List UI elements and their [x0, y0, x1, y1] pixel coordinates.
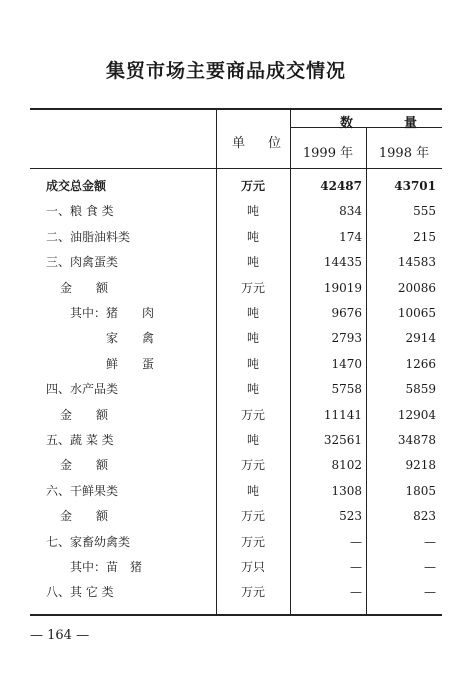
row-value-1998: 1805 [405, 483, 436, 498]
page-number: — 164 — [30, 628, 90, 643]
row-value-1999: 32561 [323, 433, 362, 447]
row-label: 四、水产品类 [46, 382, 119, 397]
row-label: 鲜 蛋 [106, 356, 155, 371]
row-label: 金 额 [60, 280, 109, 295]
row-value-1999: — [350, 585, 362, 600]
row-label: 金 额 [60, 407, 109, 422]
row-unit: 吨 [246, 229, 259, 244]
row-unit: 吨 [246, 255, 259, 270]
row-unit: 吨 [246, 306, 259, 320]
table-row [30, 352, 442, 377]
row-value-1999: 174 [339, 229, 362, 244]
row-label: 金 额 [60, 509, 109, 524]
row-label: 家 禽 [106, 331, 155, 346]
table-row [30, 453, 442, 478]
row-value-1999: 9676 [331, 306, 362, 320]
year-1998-header: 1998 年 [378, 146, 430, 161]
row-value-1998: 823 [413, 509, 436, 524]
table-header-rule [30, 168, 442, 169]
table-row [30, 326, 442, 351]
quantity-header-char-2: 量 [404, 116, 418, 131]
table-bottom-rule [30, 614, 442, 616]
table-row [30, 225, 442, 250]
row-value-1998: 43701 [394, 179, 436, 193]
table-row [30, 377, 442, 402]
row-value-1998: — [424, 560, 436, 574]
row-value-1999: 11141 [323, 407, 362, 422]
row-label: 七、家畜幼禽类 [46, 534, 131, 549]
row-unit: 万元 [240, 585, 265, 600]
row-value-1999: 2793 [331, 331, 362, 346]
row-value-1999: 19019 [323, 280, 362, 295]
table-row [30, 403, 442, 428]
row-label: 六、干鲜果类 [46, 483, 119, 498]
row-unit: 吨 [246, 331, 259, 346]
page-title: 集贸市场主要商品成交情况 [105, 60, 346, 82]
row-value-1998: 9218 [405, 458, 436, 473]
row-label: 成交总金额 [46, 179, 107, 193]
row-value-1999: 42487 [320, 179, 362, 193]
row-label: 二、油脂油料类 [46, 229, 131, 244]
row-value-1999: 5758 [331, 382, 362, 397]
row-value-1999: 1308 [331, 483, 362, 498]
table-row [30, 479, 442, 504]
table-row [30, 580, 442, 605]
row-value-1999: — [350, 560, 362, 574]
row-value-1999: 1470 [331, 356, 362, 371]
row-value-1999: 8102 [331, 458, 362, 473]
row-value-1998: 20086 [397, 280, 436, 295]
row-label: 其中：猪 肉 [70, 306, 155, 320]
row-value-1998: 1266 [405, 356, 436, 371]
unit-header-char-2: 位 [268, 136, 282, 151]
year-1999-header: 1999 年 [302, 146, 354, 161]
row-unit: 吨 [246, 382, 259, 397]
row-value-1998: 14583 [397, 255, 436, 270]
row-unit: 万元 [240, 509, 265, 524]
row-unit: 万元 [240, 179, 265, 193]
row-label: 五、蔬 菜 类 [46, 433, 114, 447]
table-top-rule [30, 108, 442, 110]
unit-header-char-1: 单 [232, 136, 246, 151]
table-row [30, 250, 442, 275]
table-row [30, 199, 442, 224]
row-value-1998: 215 [413, 229, 436, 244]
row-value-1998: 5859 [405, 382, 436, 397]
row-label: 一、粮 食 类 [46, 204, 114, 219]
row-label: 三、肉禽蛋类 [46, 255, 119, 270]
table-row [30, 174, 442, 199]
row-value-1998: 2914 [405, 331, 436, 346]
row-value-1998: — [424, 534, 436, 549]
row-value-1998: — [424, 585, 436, 600]
row-label: 金 额 [60, 458, 109, 473]
row-value-1998: 10065 [397, 306, 436, 320]
row-value-1998: 34878 [397, 433, 436, 447]
row-value-1999: 14435 [323, 255, 362, 270]
table-row [30, 276, 442, 301]
row-value-1998: 555 [413, 204, 436, 219]
table-row [30, 504, 442, 529]
row-label: 其中：苗 猪 [70, 560, 143, 574]
row-value-1998: 12904 [397, 407, 436, 422]
row-value-1999: 523 [339, 509, 362, 524]
row-unit: 万元 [240, 534, 265, 549]
table-row [30, 301, 442, 326]
row-label: 八、其 它 类 [46, 585, 114, 600]
row-unit: 吨 [246, 483, 259, 498]
row-unit: 吨 [246, 433, 259, 447]
row-unit: 万元 [240, 458, 265, 473]
row-unit: 万元 [240, 280, 265, 295]
row-unit: 吨 [246, 204, 259, 219]
row-value-1999: — [350, 534, 362, 549]
table-row [30, 530, 442, 555]
row-unit: 吨 [246, 356, 259, 371]
table-row [30, 555, 442, 580]
row-unit: 万元 [240, 407, 265, 422]
table-row [30, 428, 442, 453]
row-unit: 万只 [240, 560, 265, 574]
quantity-header-char-1: 数 [340, 116, 354, 131]
row-value-1999: 834 [339, 204, 362, 219]
